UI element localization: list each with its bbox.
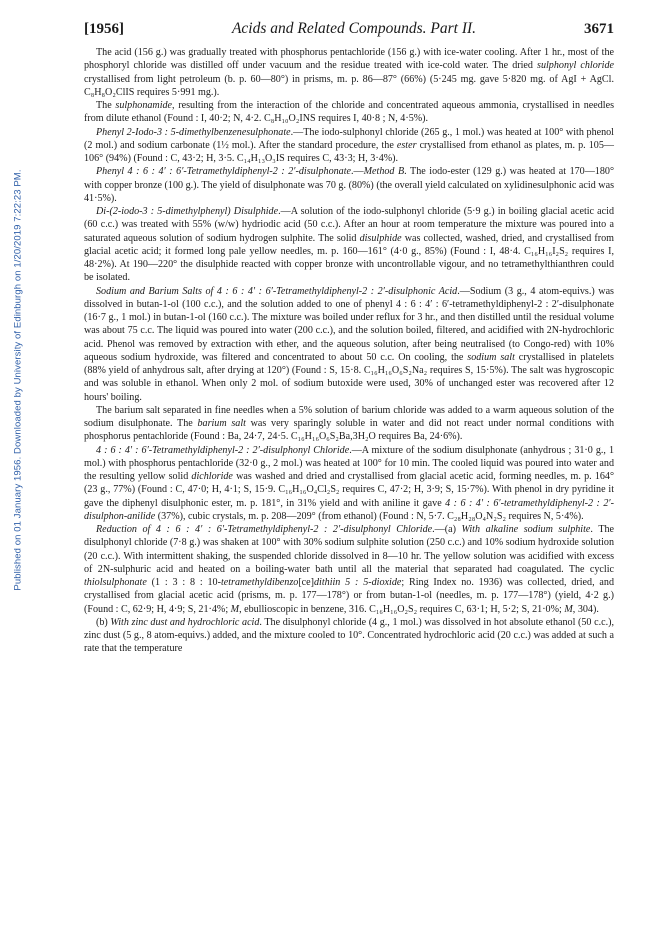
paragraph xyxy=(84,285,614,404)
italic-text: Phenyl 2-Iodo-3 : 5-dimethylbenzenesulphonate xyxy=(96,126,291,138)
paragraph xyxy=(84,444,614,524)
text-run: . The iodo-ester (129 g.) was heated at 170—180° with copper bronze (100 g.). The yield of disulphonate was 70 g. (80%) (the overall yield calculated on xylidinesulphonic acid was 41·5%). xyxy=(84,166,614,204)
italic-text: With zinc dust and hydrochloric acid xyxy=(110,616,260,628)
italic-text: Method B xyxy=(363,166,405,178)
header-year: [1956] xyxy=(84,21,124,37)
italic-text: With alkaline sodium sulphite xyxy=(461,524,591,535)
text-run: crystallised from ethanol as plates, m. p. 105—106° (94%) (Found : C, 43·2; H, 3·5. C₁₄H₁₃O₃IS requires C, 43·3; H, 3·4%). xyxy=(84,139,614,164)
download-watermark xyxy=(10,160,26,600)
text-run: The acid (156 g.) was gradually treated with phosphorus pentachloride (156 g.) with ice-water cooling. After 1 hr., most of the phosphoryl chloride was distilled off under vacuum and the residue treated with ice-cold water. The dried xyxy=(84,47,614,72)
paragraph xyxy=(84,99,614,126)
text-run: .—A solution of the iodo-sulphonyl chloride (5·9 g.) in boiling glacial acetic acid (60 c.c.) was treated with 55% (w/w) hydriodic acid (50 c.c.). After an hour at room temperature the mixture was poured into a saturated aqueous solution of sodium hydrogen sulphite. The solid xyxy=(84,206,614,244)
text-run: .— xyxy=(351,166,364,178)
italic-text: 4 : 6 : 4′ : 6′-tetramethyldiphenyl-2 : 2′-disulphon-anilide xyxy=(84,497,614,522)
italic-text: Sodium and Barium Salts of 4 : 6 : 4′ : 6′-Tetramethyldiphenyl-2 : 2′-disulphonic Acid xyxy=(96,285,458,297)
page-number: 3671 xyxy=(583,21,614,37)
text-run: was very sparingly soluble in water and did not react under normal conditions with phosphorus pentachloride (Found : Ba, 24·7, 24·5. C₁₆H₁₆O₆S₂Ba,3H₂O requires Ba, 24·6%). xyxy=(84,418,614,443)
text-run: . The disulphonyl chloride (7·8 g.) was shaken at 100° with 30% sodium sulphite solution (250 c.c.) and 10% sodium hydroxide solution (20 c.c.). With intermittent shaking, the suspended chloride dissolved in 8—10 hr. The yellow solution was acidified with excess of 2N-sulphuric acid and heated on a boiling-water bath until all the material that separated had coagulated. The cyclic xyxy=(84,524,615,575)
text-run: was collected, washed, dried, and crystallised from glacial acetic acid; it formed long pale yellow needles, m. p. 160—161° (4·0 g., 85%) (Found : I, 48·4. C₁₆H₁₆I₂S₂ requires I, 48·2%). At 190—220° the disulphide reacted with copper bronze with uncontrollable vigour, and no tetramethylthianthren could be isolated. xyxy=(84,232,614,284)
italic-text: sulphonyl chloride xyxy=(537,60,614,72)
text-run: crystallised in platelets (88% yield of anhydrous salt, after drying at 120°) (Found : S, 15·8. C₁₆H₁₆O₆S₂Na₂ requires S, 15·5%). The salt was hygroscopic and was soluble in ethanol. When only 2 mol. of sodium butoxide were used, 30% of unchanged ester was recovered after 12 hours' boiling. xyxy=(84,351,614,403)
text-run: , 304). xyxy=(572,603,599,615)
journal-page xyxy=(84,20,614,656)
italic-text: dithiin 5 : 5-dioxide xyxy=(314,577,402,588)
text-run: .—(a) xyxy=(432,524,462,535)
italic-text: ester xyxy=(396,139,417,151)
text-run: was washed and dried and crystallised from glacial acetic acid, forming needles, m. p. 164° (23 g., 77%) (Found : C, 47·0; H, 4·1; S, 15·9. C₁₆H₁₆O₄Cl₂S₂ requires C, 47·2; H, 3·9; S, 15·7%). With phenol in dry pyridine it gave the diphenyl disulphonic ester, m. p. 181°, in 31% yield and with aniline it gave xyxy=(84,471,614,509)
italic-text: tetramethyldibenzo xyxy=(220,577,299,588)
paragraph xyxy=(84,205,614,285)
text-run: . The disulphonyl chloride (4 g., 1 mol.) was dissolved in hot absolute ethanol (50 c.c.), zinc dust (5 g., 8 atom-equivs.) added, and the mixture cooled to 10°. Concentrated hydrochloric acid (20 c.c.) was added at such a rate that the temperature xyxy=(84,616,614,655)
text-run: ; Ring Index no. 1936) was collected, dried, and crystallised from glacial acetic acid (prisms, m. p. 177—178°) or from butan-1-ol (needles, m. p. 177—178°) (yield, 4·2 g.) (Found : C, 62·9; H, 4·9; S, 21·4%; xyxy=(84,577,614,615)
italic-text: sodium salt xyxy=(467,351,515,363)
italic-text: 4 : 6 : 4′ : 6′-Tetramethyldiphenyl-2 : 2′-disulphonyl Chloride xyxy=(96,444,350,456)
text-run: [ce] xyxy=(298,577,314,588)
text-run: The barium salt separated in fine needles when a 5% solution of barium chloride was added to a warm aqueous solution of the sodium disulphonate. The xyxy=(84,404,614,429)
paragraph xyxy=(84,616,614,656)
paragraph xyxy=(84,523,614,616)
text-run: .—A mixture of the sodium disulphonate (anhydrous ; 31·0 g., 1 mol.) with phosphorus pentachloride (32·0 g., 2 mol.) was heated at 100° for 10 min. The cooled liquid was poured into water and the resulting yellow solid xyxy=(84,444,614,482)
paragraph xyxy=(84,46,614,99)
italic-text: thiolsulphonate xyxy=(84,577,147,588)
article-body xyxy=(84,46,614,656)
italic-text: Di-(2-iodo-3 : 5-dimethylphenyl) Disulphide xyxy=(96,206,279,217)
download-watermark-text: Published on 01 January 1956. Downloaded by University of Edinburgh on 1/20/2019 7:22:23 PM. xyxy=(12,169,24,591)
text-run: The xyxy=(96,100,116,111)
paragraph xyxy=(84,126,614,166)
italic-text: dichloride xyxy=(191,471,233,482)
text-run: .—The iodo-sulphonyl chloride (265 g., 1 mol.) was heated at 100° with phenol (2 mol.) and sodium carbonate (1½ mol.). After the standard procedure, the xyxy=(84,126,614,151)
text-run: (1 : 3 : 8 : 10- xyxy=(146,577,221,588)
italic-text: sulphonamide xyxy=(115,100,173,111)
italic-text: M xyxy=(564,603,573,615)
italic-text: Phenyl 4 : 6 : 4′ : 6′-Tetramethyldiphenyl-2 : 2′-disulphonate xyxy=(96,166,352,178)
text-run: (37%), cubic crystals, m. p. 208—209° (from ethanol) (Found : N, 5·7. C₂₈H₂₈O₄N₂S₂ requires N, 5·4%). xyxy=(155,510,584,522)
italic-text: M xyxy=(230,603,240,615)
paragraph xyxy=(84,165,614,205)
text-run: , resulting from the interaction of the chloride and concentrated aqueous ammonia, crystallised in needles from dilute ethanol (Found : I, 40·2; N, 4·2. C₈H₁₀O₂INS requires I, 40·8 ; N, 4·5%). xyxy=(84,100,615,125)
text-run: , ebullioscopic in benzene, 316. C₁₆H₁₆O₂S₂ requires C, 63·1; H, 5·2; S, 21·0%; xyxy=(239,603,565,615)
text-run: .—Sodium (3 g., 4 atom-equivs.) was dissolved in butan-1-ol (100 c.c.), and the solution added to one of phenyl 4 : 6 : 4′ : 6′-tetramethyldiphenyl-2 : 2′-disulphonate (16·7 g., 1 mol.) in butan-1-ol (160 c.c.). The mixture was boiled under reflux for 3 hr., and then distilled until the residual volume was about 75 c.c. The liquid was poured into water (200 c.c.), and the solution boiled, filtered, and acidified with 2N-hydrochloric acid. Phenol was removed by extraction with ether, and the aqueous solution, after being neutralised (to Congo-red) with 10% aqueous sodium hydroxide, was filtered and concentrated to about 50 c.c. On cooling, the xyxy=(84,285,614,363)
running-header xyxy=(84,20,614,38)
italic-text: Reduction of 4 : 6 : 4′ : 6′-Tetramethyldiphenyl-2 : 2′-disulphonyl Chloride xyxy=(96,524,433,535)
italic-text: disulphide xyxy=(359,232,402,244)
text-run: crystallised from light petroleum (b. p. 60—80°) in prisms, m. p. 86—87° (66%) (5·245 mg. gave 5·820 mg. of AgI + AgCl. C₈H₈O₂ClIS requires 5·991 mg.). xyxy=(84,73,614,98)
paragraph xyxy=(84,404,614,444)
text-run: (b) xyxy=(96,616,111,628)
italic-text: barium salt xyxy=(197,418,246,429)
header-title: Acids and Related Compounds. Part II. xyxy=(231,20,477,37)
